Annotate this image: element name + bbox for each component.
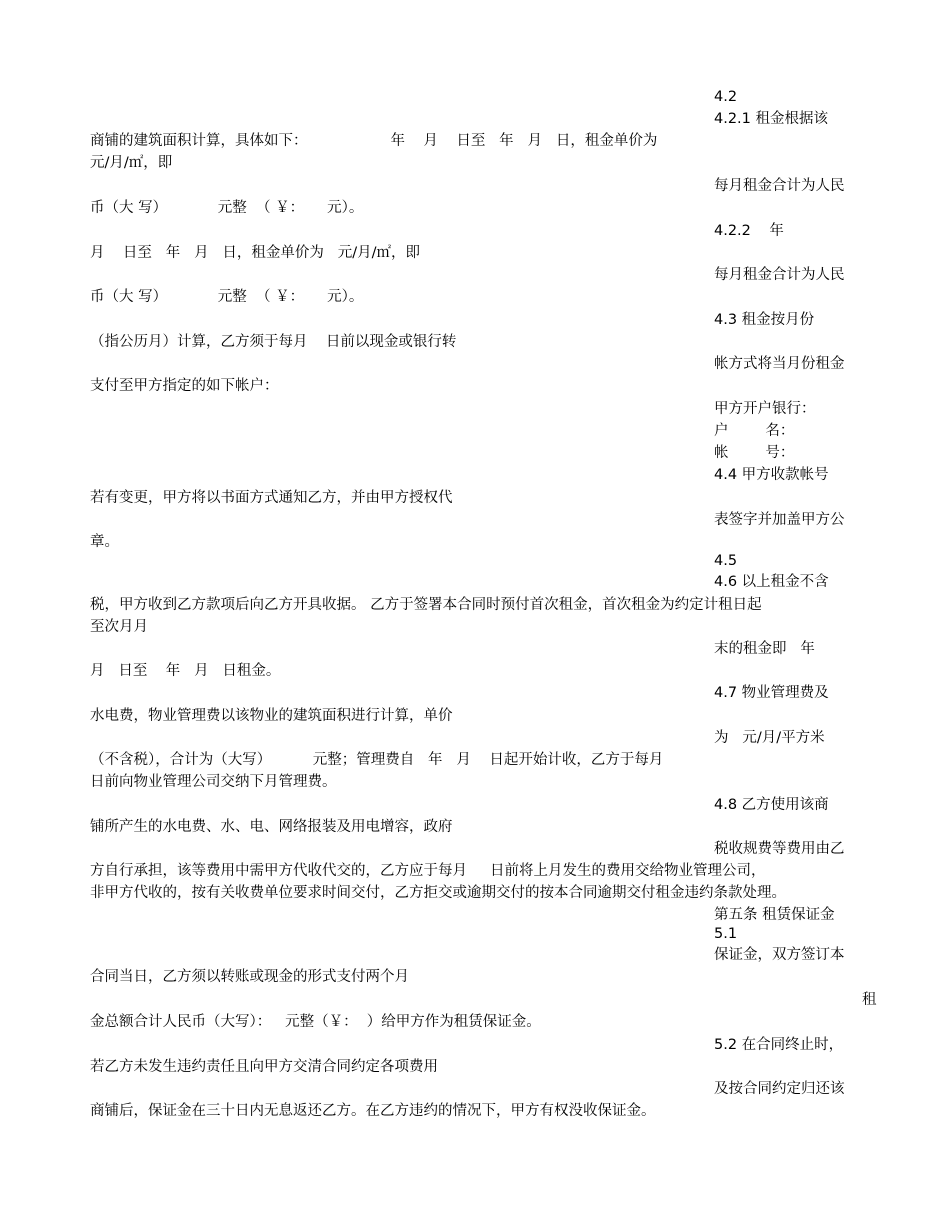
text-line: 帐方式将当月份租金 — [714, 356, 845, 372]
text-line: 至次月月 — [90, 619, 148, 635]
text-line: 租 — [862, 992, 877, 1008]
text-line: 铺所产生的水电费、水、电、网络报装及用电增容，政府 — [90, 819, 453, 835]
text-line: 月 日至 年 月 日，租金单价为 元/月/㎡，即 — [90, 245, 421, 261]
text-line: 末的租金即 年 — [714, 641, 815, 657]
text-line: 非甲方代收的，按有关收费单位要求时间交付，乙方拒交或逾期交付的按本合同逾期交付租金违约条款处理。 — [90, 885, 786, 901]
text-line: 元/月/㎡，即 — [90, 155, 173, 171]
text-line: 保证金，双方签订本 — [714, 947, 845, 963]
text-line: 支付至甲方指定的如下帐户： — [90, 378, 279, 394]
text-line: 甲方开户银行： — [714, 401, 816, 417]
text-line: 日前向物业管理公司交纳下月管理费。 — [90, 774, 337, 790]
text-line: 币（大 写） 元整 （ ￥： 元）。 — [90, 200, 364, 216]
text-line: 4.6 以上租金不含 — [714, 574, 829, 590]
text-line: 商铺的建筑面积计算，具体如下： 年 月 日至 年 月 日，租金单价为 — [90, 133, 658, 149]
text-line: 水电费，物业管理费以该物业的建筑面积进行计算，单价 — [90, 708, 453, 724]
text-line: 5.1 — [714, 926, 738, 942]
text-line: 第五条 租赁保证金 — [714, 907, 835, 923]
text-line: 若有变更，甲方将以书面方式通知乙方，并由甲方授权代 — [90, 490, 453, 506]
text-line: 4.4 甲方收款帐号 — [714, 467, 829, 483]
text-line: 每月租金合计为人民 — [714, 178, 845, 194]
text-line: 4.2.2 年 — [714, 223, 784, 239]
text-line: 若乙方未发生违约责任且向甲方交清合同约定各项费用 — [90, 1059, 438, 1075]
text-line: 4.7 物业管理费及 — [714, 685, 829, 701]
text-line: 方自行承担，该等费用中需甲方代收代交的，乙方应于每月 日前将上月发生的费用交给物业管理公司， — [90, 863, 766, 879]
text-line: 表签字并加盖甲方公 — [714, 512, 845, 528]
text-line: （指公历月）计算，乙方须于每月 日前以现金或银行转 — [90, 334, 457, 350]
text-line: 商铺后，保证金在三十日内无息返还乙方。在乙方违约的情况下，甲方有权没收保证金。 — [90, 1103, 656, 1119]
text-line: 4.8 乙方使用该商 — [714, 797, 829, 813]
text-line: 税，甲方收到乙方款项后向乙方开具收据。 乙方于签署本合同时预付首次租金，首次租金为约定计租日起 — [90, 597, 762, 613]
text-line: 合同当日，乙方须以转账或现金的形式支付两个月 — [90, 969, 409, 985]
text-line: （不含税），合计为（大写） 元整；管理费自 年 月 日起开始计收，乙方于每月 — [90, 752, 664, 768]
text-line: 为 元/月/平方米 — [714, 730, 825, 746]
text-line: 及按合同约定归还该 — [714, 1081, 845, 1097]
text-line: 月 日至 年 月 日租金。 — [90, 663, 281, 679]
text-line: 帐 号： — [714, 445, 795, 461]
text-line: 4.2 — [714, 89, 738, 105]
text-line: 4.3 租金按月份 — [714, 312, 815, 328]
text-line: 金总额合计人民币（大写）： 元整（￥： ）给甲方作为租赁保证金。 — [90, 1014, 541, 1030]
text-line: 章。 — [90, 534, 119, 550]
text-line: 5.2 在合同终止时， — [714, 1037, 844, 1053]
text-line: 每月租金合计为人民 — [714, 267, 845, 283]
text-line: 4.2.1 租金根据该 — [714, 111, 829, 127]
text-line: 税收规费等费用由乙 — [714, 841, 845, 857]
text-line: 户 名： — [714, 423, 795, 439]
text-line: 4.5 — [714, 553, 738, 569]
text-line: 币（大 写） 元整 （ ￥： 元）。 — [90, 289, 364, 305]
